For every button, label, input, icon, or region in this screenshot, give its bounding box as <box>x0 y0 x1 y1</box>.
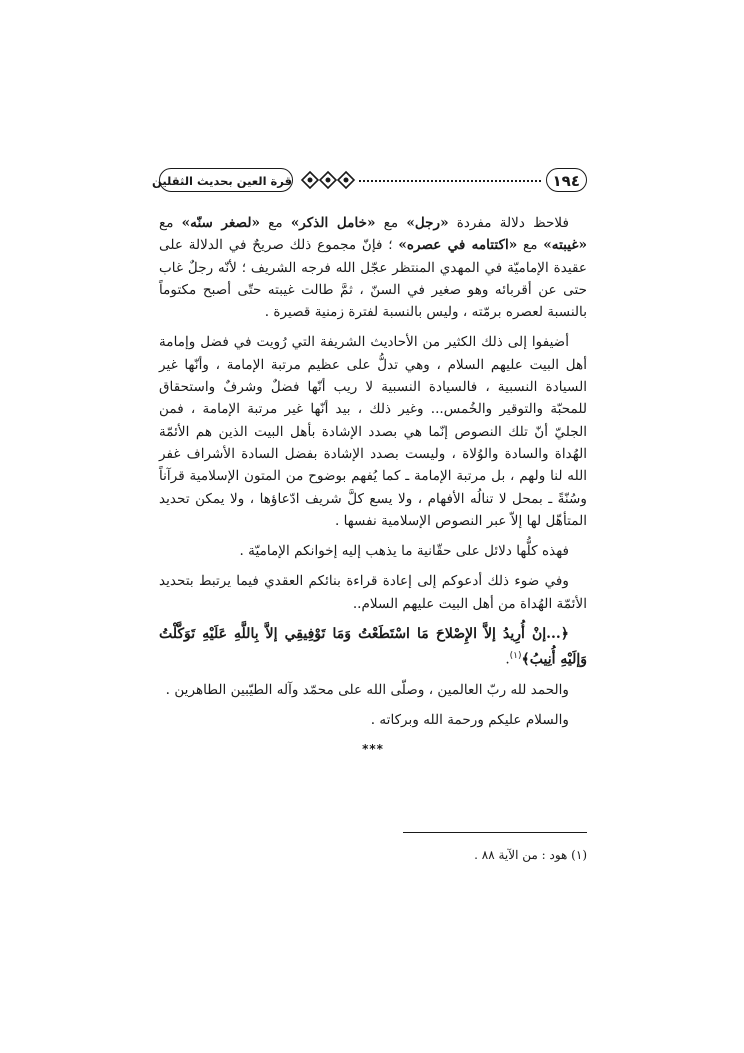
section-separator: *** <box>362 741 384 756</box>
footnote: (١) هود : من الآية ٨٨ . <box>474 848 587 862</box>
book-title: قرة العين بحديث الثقلين <box>159 168 293 192</box>
body-text <box>159 212 587 760</box>
bold-term: «خامل الذكر» <box>290 215 376 231</box>
ornament-icon <box>299 169 357 191</box>
quran-verse <box>159 623 587 671</box>
text-run: مع <box>517 237 544 254</box>
text-run: مع <box>159 215 182 231</box>
book-page <box>152 168 587 862</box>
page-number: ١٩٤ <box>546 168 587 192</box>
quran-text: ﴿...إنْ أُرِيدُ إلاَّ الإِصْلاحَ مَا اسْتَطَعْتُ وَمَا تَوْفِيقِي إلاَّ بِاللَّهِ عَلَيْهِ تَوَكَّلْتُ وَإلَيْهِ أُنِيبُ﴾ <box>159 626 587 668</box>
bold-term: «اكتتامه في عصره» <box>398 237 518 254</box>
footnote-ref: (١) <box>509 651 522 662</box>
text-run: مع <box>260 215 291 231</box>
bold-term: «رجل» <box>406 215 449 231</box>
text-run: فلاحظ دلالة مفردة <box>448 215 570 231</box>
paragraph: والسلام عليكم ورحمة الله وبركاته . <box>370 712 569 729</box>
paragraph: وفي ضوء ذلك أدعوكم إلى إعادة قراءة بنائكم العقدي فيما يرتبط بتحديد الأئمّة الهُداة من أهل البيت عليهم السلام.. <box>159 573 587 612</box>
paragraph <box>159 212 587 323</box>
text-run: ؛ فإنّ مجموع ذلك صريحٌ في الدلالة على عقيدة الإماميّة في المهدي المنتظر عجّل الله فرجه الشريف ؛ لأنّه رجلٌ غاب حتى عن أقربائه وهو صغير في السنّ ، ثمَّ طالت غيبته حتّى أصبح مكتوماً بالنسبة لعصره برمّته ، وليس بالنسبة لفترة زمنية قصيرة . <box>159 237 587 321</box>
bold-term: «لصغر سنّه» <box>181 215 260 231</box>
page-header <box>152 168 587 196</box>
text-run: مع <box>375 215 407 231</box>
dotted-rule <box>359 180 541 182</box>
paragraph: والحمد لله ربّ العالمين ، وصلّى الله على محمّد وآله الطيّبين الطاهرين . <box>165 682 569 699</box>
paragraph: أضيفوا إلى ذلك الكثير من الأحاديث الشريفة التي رُويت في فضل وإمامة أهل البيت عليهم السلام ، وهي تدلُّ على عظيم مرتبة الإمامة ، وأنّها غير السيادة النسبية ، فالسيادة النسبية لا ريب أنّها فضلٌ وشرفٌ واستحقاق للمحبّة والتوقير والخُمس... وغير ذلك ، بيد أنّها غير مرتبة الإمامة ، فمن الجليّ أنّ تلك النصوص إنّما هي بصدد الإشادة بأهل البيت الذين هم الأئمّة الهُداة والسادة والوُلاة ، وليست بصدد الإشادة بفضل السادة الأشراف غفر الله لنا ولهم ، بل مرتبة الإمامة ـ كما يُفهم بوضوح من المتون الإسلامية قرآناً وسُنّةً ـ بمحل لا تنالُه الأفهام ، ولا يسع كلَّ شريف ادّعاؤها ، ولا يمكن تحديد المتأهّل لها إلاّ عبر النصوص الإسلامية نفسها . <box>159 334 587 529</box>
bold-term: «غيبته» <box>543 237 587 254</box>
paragraph: فهذه كلُّها دلائل على حقّانية ما يذهب إليه إخوانكم الإماميّة . <box>239 543 569 560</box>
text-run: . <box>505 651 510 668</box>
footnote-rule <box>403 832 587 833</box>
